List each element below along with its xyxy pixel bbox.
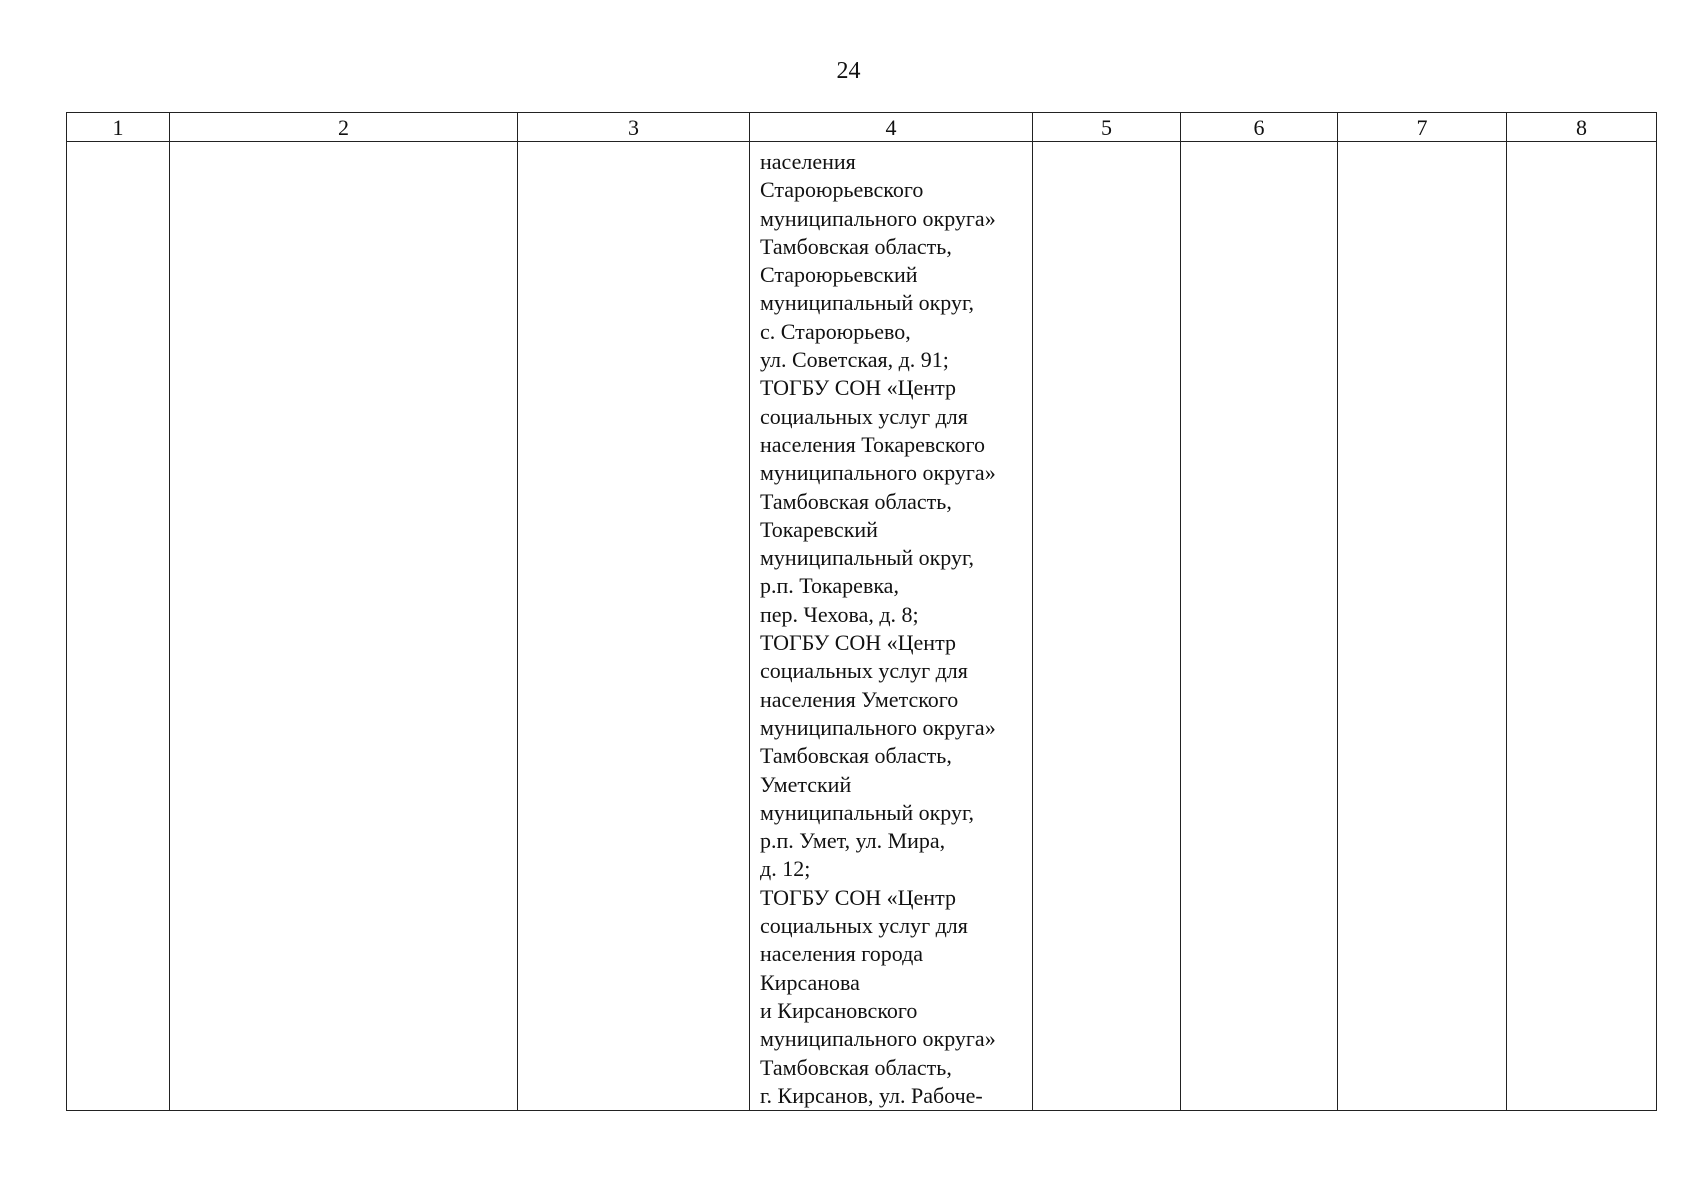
column-header-2: 2: [170, 113, 518, 142]
text-line: и Кирсановского: [760, 997, 918, 1023]
text-line: р.п. Умет, ул. Мира,: [760, 828, 946, 854]
text-line: д. 12;: [760, 856, 811, 882]
cell-col-3: [518, 142, 750, 1111]
cell-col-8: [1507, 142, 1657, 1111]
text-line: населения Уметского: [760, 686, 959, 712]
text-line: муниципального округа»: [760, 1026, 996, 1052]
text-line: ТОГБУ СОН «Центр: [760, 375, 956, 401]
text-line: р.п. Токаревка,: [760, 573, 899, 599]
text-line: социальных услуг для: [760, 403, 968, 429]
text-line: населения города: [760, 941, 924, 967]
cell-col-7: [1338, 142, 1507, 1111]
text-line: Тамбовская область,: [760, 233, 952, 259]
text-line: Тамбовская область,: [760, 488, 952, 514]
text-line: муниципальный округ,: [760, 290, 975, 316]
header-row: [67, 113, 1657, 142]
text-line: с. Староюрьево,: [760, 318, 911, 344]
text-line: ТОГБУ СОН «Центр: [760, 884, 956, 910]
text-line: Староюрьевский: [760, 262, 918, 288]
text-line: муниципальный округ,: [760, 799, 975, 825]
column-header-3: 3: [518, 113, 750, 142]
column-header-7: 7: [1338, 113, 1507, 142]
data-table: [66, 112, 1657, 1111]
column-header-6: 6: [1181, 113, 1338, 142]
page-number: 24: [836, 58, 861, 84]
cell-col-2: [170, 142, 518, 1111]
text-line: муниципального округа»: [760, 714, 996, 740]
text-line: социальных услуг для: [760, 913, 968, 939]
cell-col-4: [750, 142, 1033, 1111]
text-line: муниципального округа»: [760, 205, 996, 231]
text-line: пер. Чехова, д. 8;: [760, 601, 919, 627]
table-row: [67, 142, 1657, 1111]
column-header-8: 8: [1507, 113, 1657, 142]
text-line: муниципальный округ,: [760, 545, 975, 571]
text-line: Токаревский: [760, 516, 878, 542]
cell-col-5: [1033, 142, 1181, 1111]
text-line: г. Кирсанов, ул. Рабоче-: [760, 1082, 983, 1108]
text-line: Староюрьевского: [760, 177, 924, 203]
text-line: Кирсанова: [760, 969, 860, 995]
column-header-4: 4: [750, 113, 1033, 142]
column-header-1: 1: [67, 113, 170, 142]
text-line: ТОГБУ СОН «Центр: [760, 630, 956, 656]
text-line: муниципального округа»: [760, 460, 996, 486]
text-line: Тамбовская область,: [760, 1054, 952, 1080]
column-header-5: 5: [1033, 113, 1181, 142]
text-line: населения: [760, 149, 856, 174]
cell-col-1: [67, 142, 170, 1111]
text-line: ул. Советская, д. 91;: [760, 347, 949, 373]
text-line: населения Токаревского: [760, 431, 985, 457]
text-line: Уметский: [760, 771, 852, 797]
text-line: Тамбовская область,: [760, 743, 952, 769]
text-line: социальных услуг для: [760, 658, 968, 684]
institution-list-text: [750, 142, 1032, 1110]
cell-col-6: [1181, 142, 1338, 1111]
